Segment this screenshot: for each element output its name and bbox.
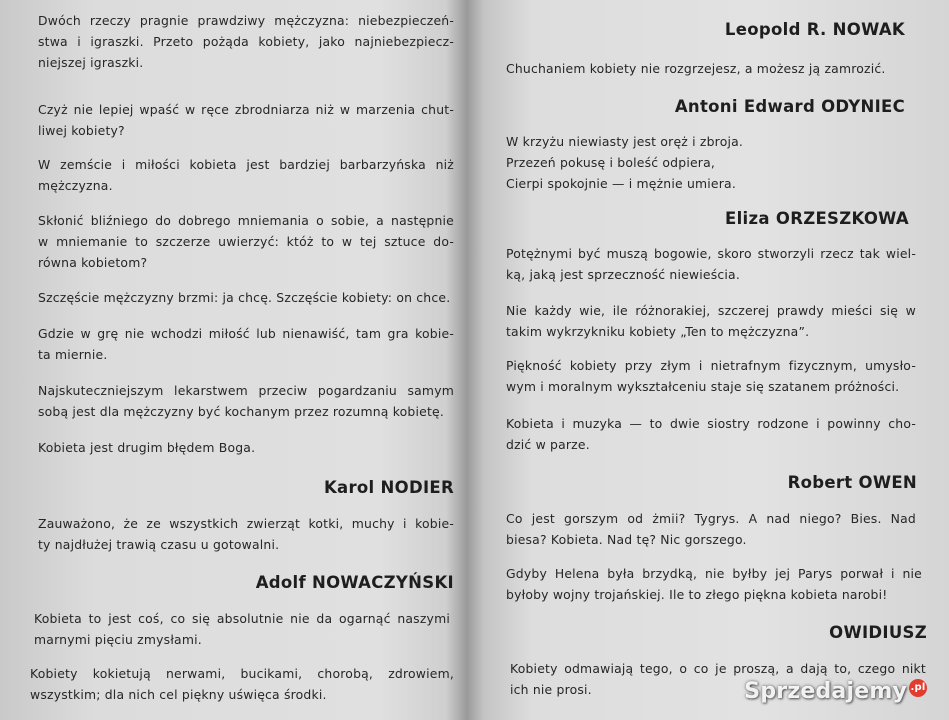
text-line: ty najdłużej trawią czasu u gotowalni. (38, 537, 280, 552)
quote-paragraph (38, 99, 454, 141)
text-line: wym i moralnym wykształceniu staje się szatanem próżności. (506, 379, 900, 394)
text-line: Chuchaniem kobiety nie rozgrzejesz, a możesz ją zamrozić. (506, 61, 886, 76)
text-line: Gdyby Helena była brzydką, nie byłby jej Parys porwał i nie (506, 566, 922, 581)
text-line: Kobiety odmawiają tego, o co je proszą, a dają to, czego nikt (510, 661, 926, 676)
watermark-suffix: .pl (909, 679, 927, 697)
watermark-logo (744, 679, 927, 704)
quote-paragraph (38, 380, 454, 422)
author-heading: Antoni Edward ODYNIEC (674, 97, 905, 116)
text-line: niejszej igraszki. (38, 55, 144, 70)
text-line: Kobiety kokietują nerwami, bucikami, chorobą, zdrowiem, (30, 666, 454, 681)
quote-paragraph (506, 355, 916, 397)
quote-paragraph (38, 323, 454, 365)
quote-paragraph (38, 513, 454, 555)
text-line: Potężnymi być muszą bogowie, skoro stworzyli rzecz tak wiel- (506, 246, 916, 261)
text-line: równa kobietom? (38, 255, 148, 270)
text-line: W krzyżu niewiasty jest oręż i zbroja. (506, 134, 744, 149)
text-line: Gdzie w grę nie wchodzi miłość lub nienawiść, tam gra kobie- (38, 326, 454, 341)
quote-paragraph (506, 58, 916, 79)
quote-paragraph (30, 663, 454, 705)
text-line: sobą jest dla mężczyzny być kochanym przez rozumną kobietę. (38, 404, 444, 419)
text-line: stwa i igraszki. Przeto pożąda kobiety, jako najniebezpiecz- (38, 34, 454, 49)
quote-paragraph (38, 10, 454, 73)
right-page (478, 0, 949, 720)
author-heading: Eliza ORZESZKOWA (725, 209, 909, 228)
text-line: wszystkim; dla nich cel piękny uświęca środki. (30, 687, 327, 702)
text-line: Zauważono, że ze wszystkich zwierząt kotki, muchy i kobie- (38, 516, 454, 531)
text-line: Szczęście mężczyzny brzmi: ja chcę. Szczęście kobiety: on chce. (38, 290, 451, 305)
quote-paragraph (506, 243, 916, 285)
text-line: Piękność kobiety przy złym i nietrafnym fizycznym, umysło- (506, 358, 916, 373)
author-heading: Adolf NOWACZYŃSKI (255, 573, 454, 592)
text-line: W zemście i miłości kobieta jest bardziej barbarzyńska niż (38, 157, 454, 172)
text-line: mężczyzna. (38, 178, 113, 193)
text-line: Kobieta to jest coś, co się absolutnie nie da ogarnąć naszymi (34, 611, 450, 626)
quote-paragraph (506, 508, 916, 550)
watermark-text: Sprzedajemy (744, 679, 907, 704)
text-line: takim wykrzykniku kobiety „Ten to mężczyzna”. (506, 324, 810, 339)
text-line: Dwóch rzeczy pragnie prawdziwy mężczyzna: niebezpieczeń- (38, 13, 454, 28)
text-line: Najskuteczniejszym lekarstwem przeciw pogardzaniu samym (38, 383, 454, 398)
text-line: Cierpi spokojnie — i mężnie umiera. (506, 176, 736, 191)
quote-paragraph (506, 300, 916, 342)
author-heading: Leopold R. NOWAK (724, 20, 905, 39)
author-heading: OWIDIUSZ (829, 623, 927, 642)
quote-paragraph (506, 413, 916, 455)
text-line: ich nie prosi. (510, 682, 592, 697)
text-line: liwej kobiety? (38, 123, 125, 138)
author-heading: Robert OWEN (787, 473, 917, 492)
text-line: dzić w parze. (506, 437, 590, 452)
text-line: Kobieta jest drugim błędem Boga. (38, 440, 256, 455)
quote-paragraph (38, 210, 454, 273)
quote-paragraph (34, 608, 450, 650)
text-line: w mniemanie to szczerze uwierzyć: któż to w tej sztuce do- (38, 234, 454, 249)
text-line: Skłonić bliźniego do dobrego mniemania o sobie, a następnie (38, 213, 454, 228)
text-line: marnymi pięciu zmysłami. (34, 632, 202, 647)
quote-paragraph (38, 437, 454, 458)
text-line: Czyż nie lepiej wpaść w ręce zbrodniarza niż w marzenia chut- (38, 102, 454, 117)
quote-paragraph (38, 154, 454, 196)
left-page (0, 0, 470, 720)
quote-paragraph (38, 287, 454, 308)
text-line: ta miernie. (38, 347, 108, 362)
author-heading: Karol NODIER (323, 478, 454, 497)
text-line: Kobieta i muzyka — to dwie siostry rodzone i powinny cho- (506, 416, 916, 431)
text-line: biesa? Kobieta. Nad tę? Nic gorszego. (506, 532, 747, 547)
verse-paragraph (506, 131, 916, 194)
text-line: Nie każdy wie, ile różnorakiej, szczerej prawdy mieści się w (506, 303, 916, 318)
text-line: Przezeń pokusę i boleść odpiera, (506, 155, 716, 170)
text-line: Co jest gorszym od żmii? Tygrys. A nad niego? Bies. Nad (506, 511, 916, 526)
quote-paragraph (506, 563, 922, 605)
text-line: byłoby wojny trojańskiej. Ile to złego piękna kobieta narobi! (506, 587, 888, 602)
text-line: ką, jaką jest sprzeczność niewieścia. (506, 267, 740, 282)
